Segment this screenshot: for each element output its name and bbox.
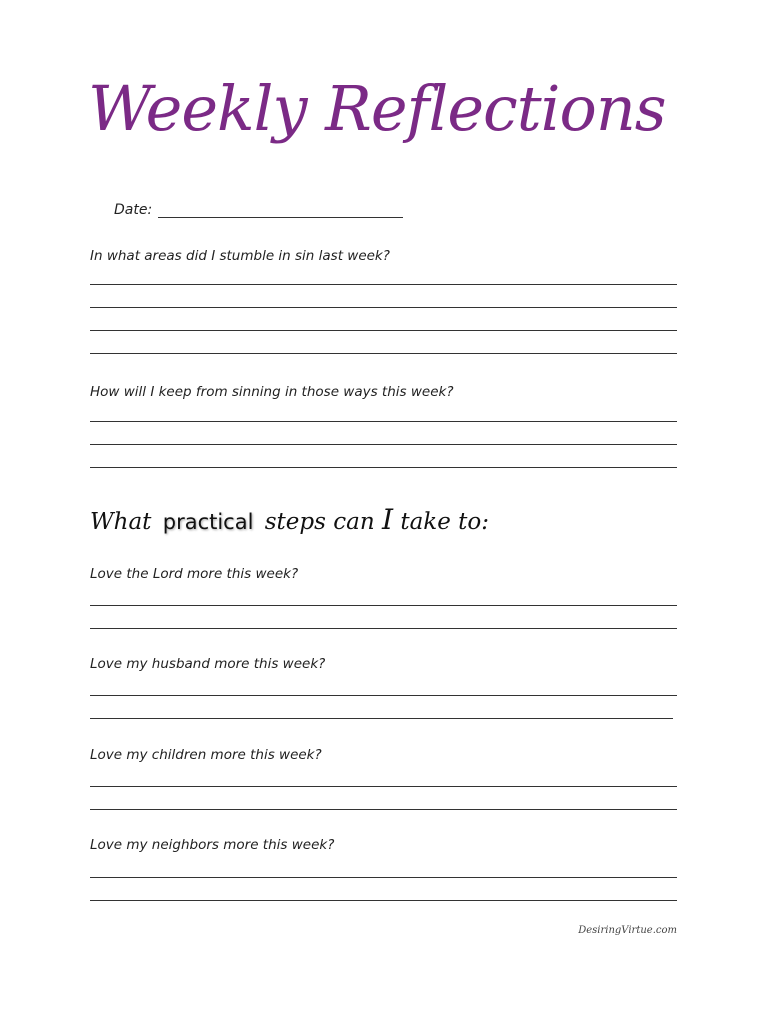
practical-steps-heading — [90, 503, 489, 536]
answer-line[interactable] — [90, 353, 677, 354]
heading-part1: What — [90, 509, 152, 535]
date-label: Date: — [114, 202, 153, 218]
question-stumble: In what areas did I stumble in sin last week? — [90, 248, 390, 264]
page-title: Weekly Reflections — [88, 72, 666, 145]
answer-line[interactable] — [90, 786, 677, 787]
question-love-neighbors: Love my neighbors more this week? — [90, 837, 335, 853]
answer-line[interactable] — [90, 628, 677, 629]
answer-line[interactable] — [90, 330, 677, 331]
answer-line[interactable] — [90, 444, 677, 445]
question-love-husband: Love my husband more this week? — [90, 656, 326, 672]
answer-line[interactable] — [90, 421, 677, 422]
answer-line[interactable] — [90, 900, 677, 901]
heading-pronoun: I — [381, 503, 394, 536]
heading-emphasis: practical — [162, 510, 254, 534]
footer-site: DesiringVirtue.com — [578, 925, 677, 936]
answer-line[interactable] — [90, 284, 677, 285]
question-love-lord: Love the Lord more this week? — [90, 566, 299, 582]
answer-line[interactable] — [90, 605, 677, 606]
answer-line[interactable] — [90, 467, 677, 468]
answer-line[interactable] — [90, 307, 677, 308]
date-blank-line[interactable] — [158, 217, 403, 218]
answer-line[interactable] — [90, 809, 677, 810]
heading-part3: take to: — [400, 509, 489, 535]
answer-line[interactable] — [90, 877, 677, 878]
question-keep-from-sin: How will I keep from sinning in those ways this week? — [90, 384, 454, 400]
question-love-children: Love my children more this week? — [90, 747, 322, 763]
answer-line[interactable] — [90, 718, 673, 719]
answer-line[interactable] — [90, 695, 677, 696]
heading-part2: steps can — [264, 509, 375, 535]
